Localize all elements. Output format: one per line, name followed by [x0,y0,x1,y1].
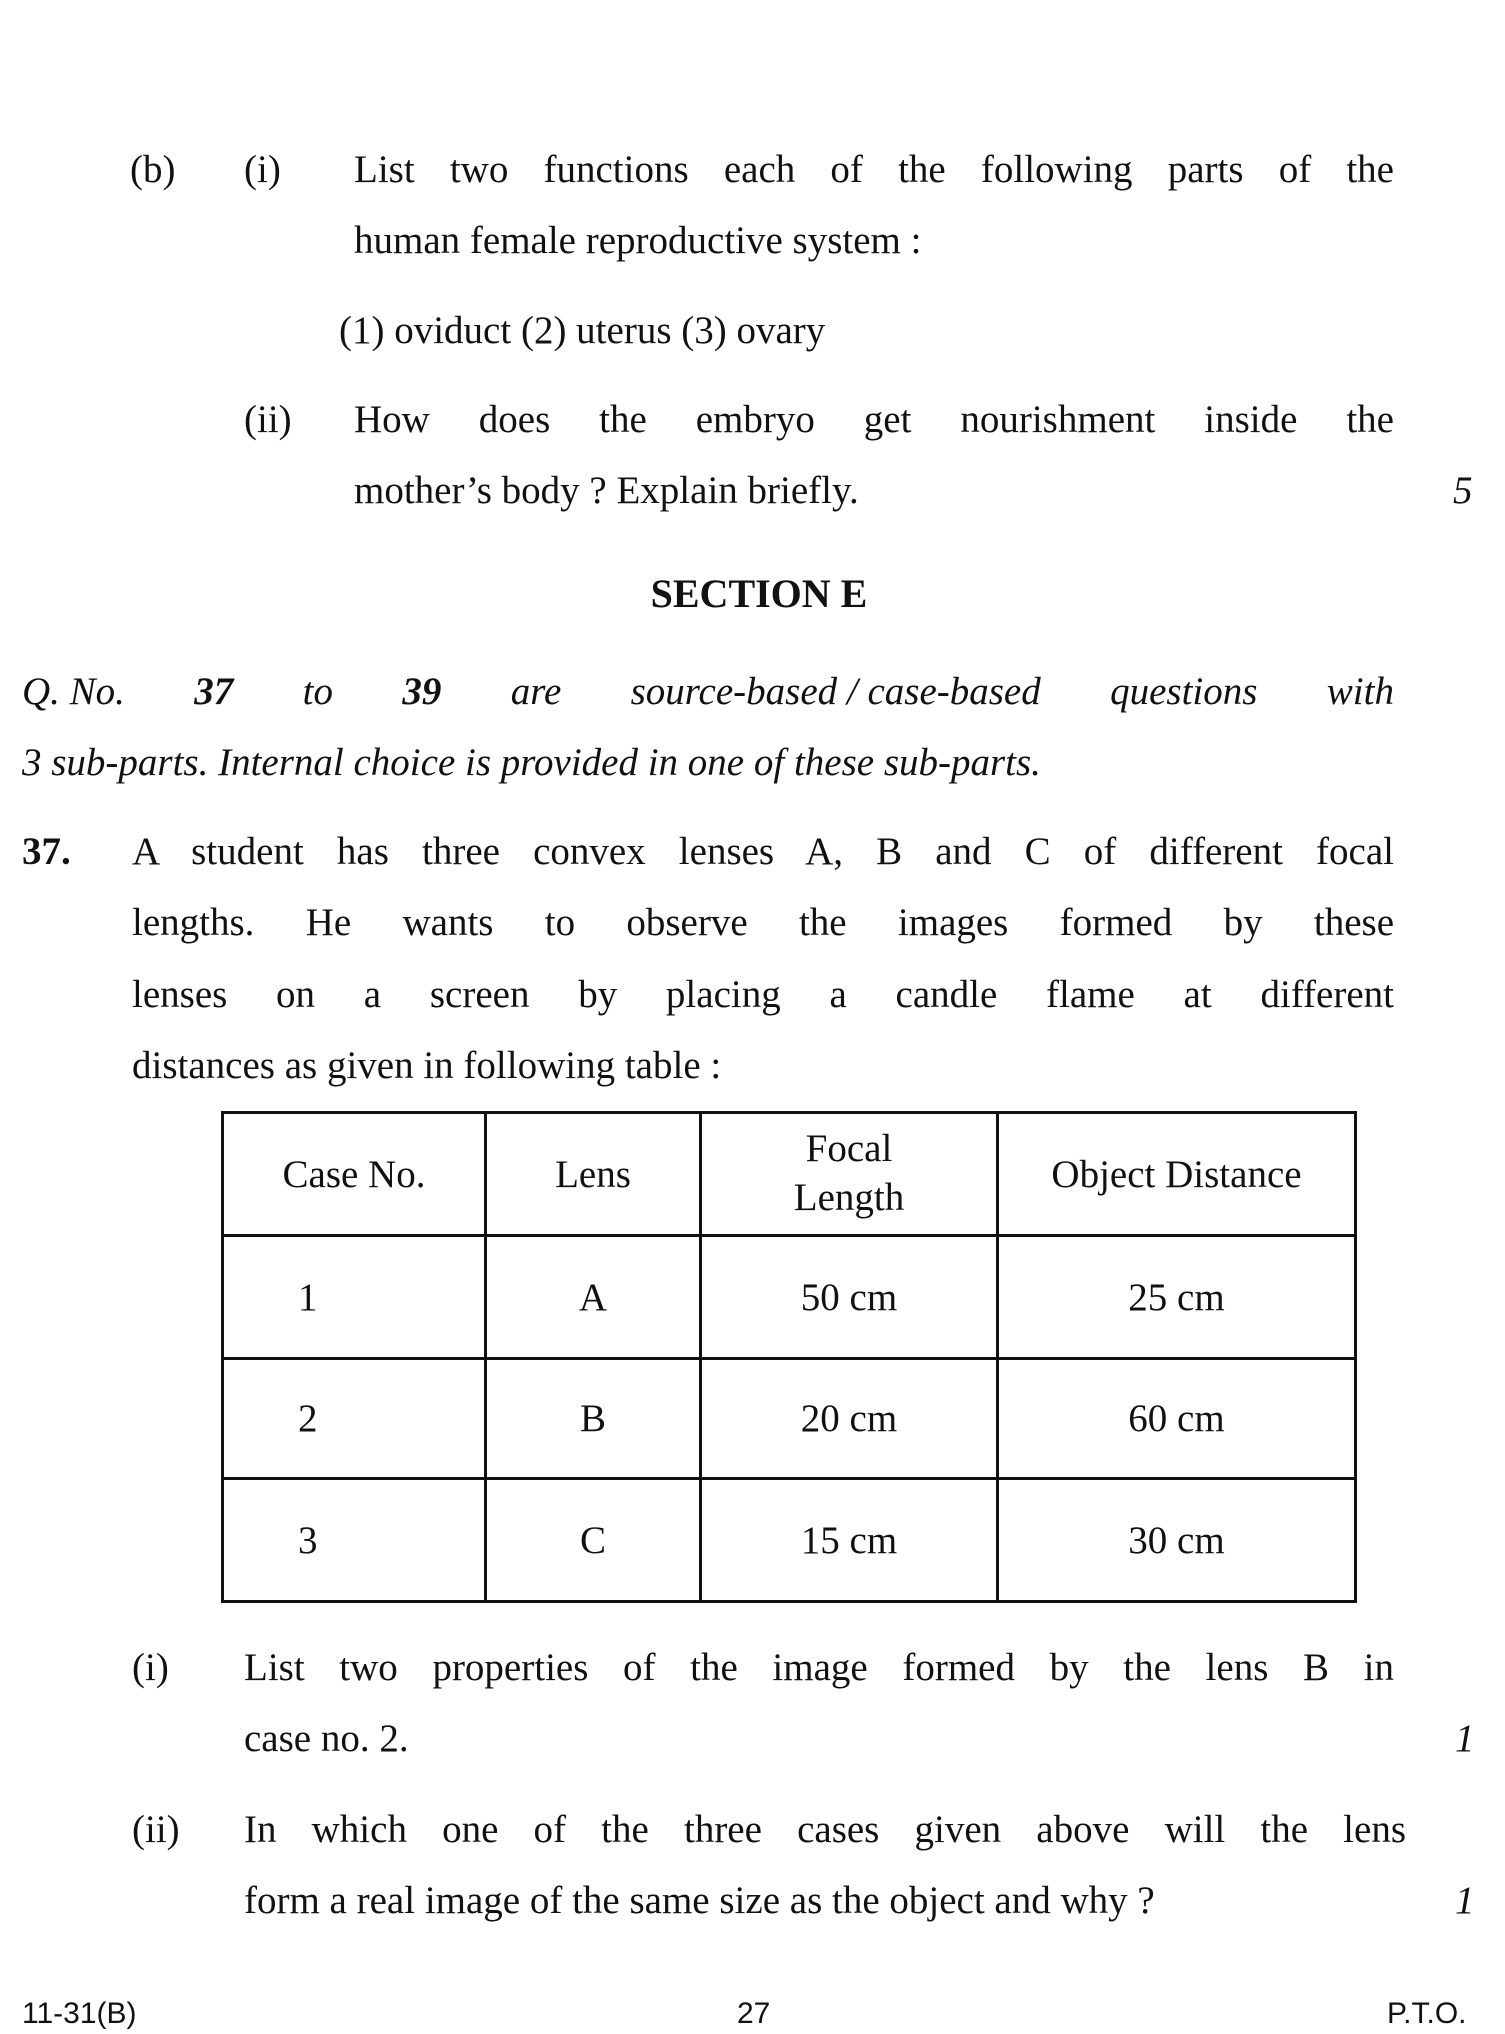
instr-37: 37 [194,670,234,713]
part-b-marks: 5 [1453,469,1473,512]
footer-code: 11-31(B) [22,1997,137,2030]
section-instructions-line1 [22,672,1394,711]
part-b-i-list: (1) oviduct (2) uterus (3) ovary [339,309,826,352]
q37-ii-line1: In which one of the three cases given above will the lens [244,1808,1406,1851]
part-b-ii-label: (ii) [244,398,292,441]
cell-focal: 50 cm [701,1236,998,1359]
instr-are: are [510,670,562,713]
cell-lens: B [486,1359,701,1479]
cell-lens: A [486,1236,701,1359]
part-b-i-line1: List two functions each of the following parts of the [354,148,1394,191]
header-focal-length [701,1113,998,1236]
cell-distance: 60 cm [998,1359,1356,1479]
section-title: SECTION E [650,571,868,616]
instr-39: 39 [402,670,442,713]
header-lens: Lens [486,1113,701,1236]
header-case-no: Case No. [223,1113,486,1236]
q37-i-line1: List two properties of the image formed by the lens B in [244,1646,1394,1689]
header-focal-line1: Focal [805,1127,893,1171]
header-focal-line2: Length [793,1176,905,1219]
cell-lens: C [486,1479,701,1602]
cell-focal: 15 cm [701,1479,998,1602]
cell-case: 1 [223,1236,486,1359]
cell-case: 2 [223,1359,486,1479]
q37-line4: distances as given in following table : [132,1044,722,1087]
instr-questions: questions [1110,670,1258,713]
q37-i-marks: 1 [1455,1717,1475,1760]
part-b-ii-line2: mother’s body ? Explain briefly. [354,469,859,512]
table-row [223,1479,1356,1602]
instr-to: to [302,670,333,713]
footer-pto: P.T.O. [1387,1997,1467,2030]
part-b-i-line2: human female reproductive system : [354,219,922,262]
q37-line3: lenses on a screen by placing a candle flame at different [132,973,1394,1016]
instr-with: with [1326,670,1394,713]
table-row [223,1236,1356,1359]
instr-source: source-based / case-based [630,670,1041,713]
q37-ii-marks: 1 [1455,1879,1475,1922]
part-b-ii-line1: How does the embryo get nourishment inside the [354,398,1394,441]
q37-ii-line2: form a real image of the same size as the object and why ? [244,1879,1155,1922]
section-instructions-line2: 3 sub-parts. Internal choice is provided in one of these sub-parts. [22,741,1041,784]
instr-qno: Q. No. [22,670,125,713]
part-b-i-label: (i) [244,148,281,191]
q37-line1: A student has three convex lenses A, B and C of different focal [132,830,1394,873]
q37-i-label: (i) [132,1646,169,1689]
cell-distance: 25 cm [998,1236,1356,1359]
part-b-label: (b) [130,148,176,191]
cell-case: 3 [223,1479,486,1602]
table-row [223,1359,1356,1479]
question-number: 37. [22,830,71,873]
cell-distance: 30 cm [998,1479,1356,1602]
table-header-row [223,1113,1356,1236]
lens-table [221,1111,1357,1603]
header-object-distance: Object Distance [998,1113,1356,1236]
footer-page-number: 27 [737,1997,771,2030]
q37-line2: lengths. He wants to observe the images formed by these [132,901,1394,944]
q37-ii-label: (ii) [132,1808,180,1851]
q37-i-line2: case no. 2. [244,1717,409,1760]
cell-focal: 20 cm [701,1359,998,1479]
